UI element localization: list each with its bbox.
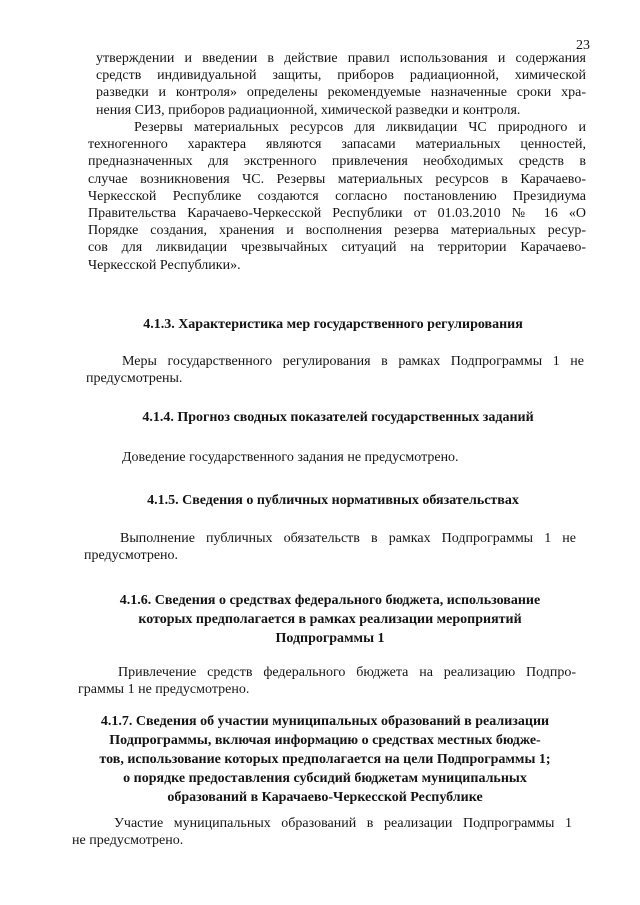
heading-line: о порядке предоставления субсидий бюджетам муниципальных: [123, 771, 527, 786]
text-line: случае возникновения ЧС. Резервы материальных ресурсов в Карачаево-: [88, 171, 586, 187]
text-line: Правительства Карачаево-Черкесской Республики от 01.03.2010 № 16 «О: [88, 206, 586, 222]
text-line: Черкесской Республики».: [88, 257, 241, 273]
text-line: Привлечение средств федерального бюджета на реализацию Подпро-: [118, 665, 576, 680]
heading-line: образований в Карачаево-Черкесской Республике: [167, 790, 483, 805]
text-line: предусмотрены.: [86, 371, 183, 387]
section-heading-4-1-7: [72, 712, 578, 807]
text-line: Черкесской Республике создаются согласно постановлению Президиума: [88, 188, 586, 204]
heading-line: 4.1.5. Сведения о публичных нормативных обязательствах: [147, 493, 519, 508]
text-line: разведки и контроля» определены рекомендуемые назначенные сроки хра-: [96, 85, 586, 101]
heading-line: 4.1.4. Прогноз сводных показателей государственных заданий: [142, 410, 534, 425]
text-line: Порядке создания, хранения и восполнения резерва материальных ресур-: [88, 223, 586, 239]
intro-paragraph: [96, 50, 586, 119]
section-heading-4-1-5: [100, 492, 566, 510]
text-line: утверждении и введении в действие правил использования и содержания: [96, 51, 586, 66]
page-number: 23: [576, 38, 590, 53]
text-line: Меры государственного регулирования в рамках Подпрограммы 1 не: [122, 354, 584, 369]
heading-line: которых предполагается в рамках реализации мероприятий: [138, 612, 522, 627]
heading-line: тов, использование которых предполагается на цели Подпрограммы 1;: [99, 752, 551, 767]
text-line: средств индивидуальной защиты, приборов радиационной, химической: [96, 68, 586, 84]
text-line: предназначенных для экстренного привлечения необходимых средств в: [88, 154, 586, 170]
text-line: граммы 1 не предусмотрено.: [78, 682, 250, 698]
heading-line: 4.1.6. Сведения о средствах федерального бюджета, использование: [119, 593, 541, 608]
heading-line: 4.1.3. Характеристика мер государственного регулирования: [143, 317, 523, 332]
reserves-paragraph: [88, 119, 586, 274]
text-line: Доведение государственного задания не предусмотрено.: [122, 450, 459, 465]
heading-line: 4.1.7. Сведения об участии муниципальных образований в реализации: [100, 714, 550, 729]
section-heading-4-1-4: [100, 409, 576, 427]
text-line: Выполнение публичных обязательств в рамках Подпрограммы 1 не: [120, 531, 576, 546]
text-line: нения СИЗ, приборов радиационной, химической разведки и контроля.: [96, 102, 521, 118]
section-body-4-1-5: [84, 530, 576, 564]
text-line: сов для ликвидации чрезвычайных ситуаций на территории Карачаево-: [88, 240, 586, 256]
text-line: не предусмотрено.: [72, 833, 184, 849]
heading-line: Подпрограммы 1: [275, 631, 385, 646]
heading-line: Подпрограммы, включая информацию о средствах местных бюдже-: [109, 733, 541, 748]
section-body-4-1-3: [86, 353, 584, 387]
section-body-4-1-7: [72, 815, 572, 849]
section-body-4-1-4: [122, 449, 592, 466]
text-line: Резервы материальных ресурсов для ликвидации ЧС природного и: [134, 120, 586, 135]
section-heading-4-1-6: [84, 591, 576, 648]
section-body-4-1-6: [78, 664, 576, 698]
section-heading-4-1-3: [100, 316, 566, 334]
text-line: техногенного характера являются запасами материальных ценностей,: [88, 137, 586, 153]
text-line: Участие муниципальных образований в реализации Подпрограммы 1: [114, 816, 572, 831]
text-line: предусмотрено.: [84, 548, 179, 564]
